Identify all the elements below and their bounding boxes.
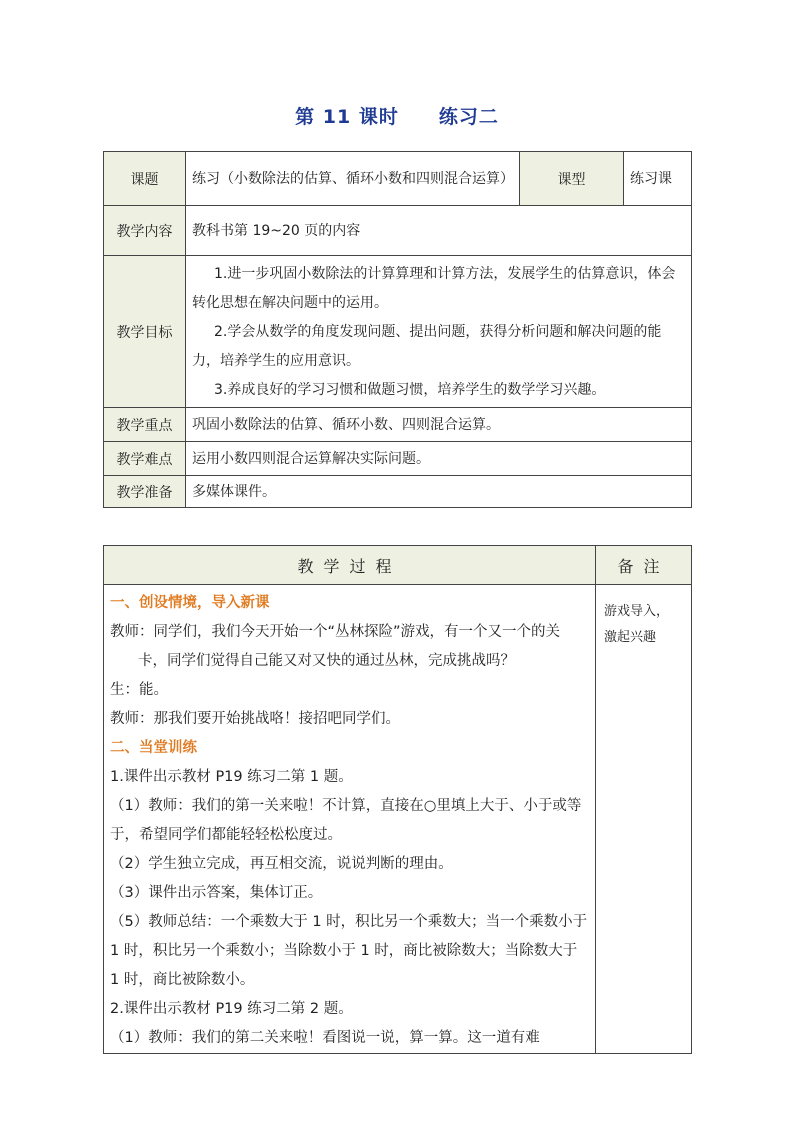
- process-line: （5）教师总结：一个乘数大于 1 时，积比另一个乘数大；当一个乘数小于 1 时，积比另一个乘数小；当除数小于 1 时，商比被除数大；当除数大于 1 时，商比被除数小。: [110, 914, 588, 988]
- process-line: 生：能。: [110, 682, 168, 698]
- process-line: 2.课件出示教材 P19 练习二第 2 题。: [110, 1001, 353, 1017]
- process-body: [104, 585, 596, 1054]
- difficulty-label: 教学难点: [104, 442, 186, 476]
- process-line: 教师：同学们，我们今天开始一个“丛林探险”游戏，有一个又一个的关卡，同学们觉得自己能又对又快的通过丛林，完成挑战吗？: [110, 624, 561, 669]
- process-line: （1）教师：我们的第二关来啦！看图说一说，算一算。这一道有难: [110, 1030, 540, 1046]
- process-line: （3）课件出示答案，集体订正。: [110, 885, 323, 901]
- lesson-name: 练习二: [438, 106, 499, 128]
- process-line: 1.课件出示教材 P19 练习二第 1 题。: [110, 769, 353, 785]
- goals-list: [186, 256, 692, 408]
- difficulty-value: 运用小数四则混合运算解决实际问题。: [186, 442, 692, 476]
- process-line: （2）学生独立完成，再互相交流，说说判断的理由。: [110, 856, 453, 872]
- page-title: [0, 102, 794, 129]
- focus-label: 教学重点: [104, 408, 186, 442]
- section-heading: 二、当堂训练: [110, 740, 197, 756]
- topic-label: 课题: [104, 152, 186, 206]
- teaching-process-table: [103, 545, 692, 1054]
- lesson-number: 第 11 课时: [295, 106, 399, 128]
- prep-label: 教学准备: [104, 476, 186, 508]
- content-value: 教科书第 19~20 页的内容: [186, 206, 692, 256]
- notes-header: 备注: [596, 546, 692, 585]
- goal-item: 3.养成良好的学习习惯和做题习惯，培养学生的数学学习兴趣。: [214, 382, 606, 398]
- lesson-info-table: [103, 151, 692, 508]
- goal-item: 1.进一步巩固小数除法的计算算理和计算方法，发展学生的估算意识，体会转化思想在解决问题中的运用。: [192, 266, 676, 311]
- note-line: 激起兴趣: [604, 630, 657, 645]
- prep-value: 多媒体课件。: [186, 476, 692, 508]
- topic-value: 练习（小数除法的估算、循环小数和四则混合运算）: [186, 152, 520, 206]
- goals-label: 教学目标: [104, 256, 186, 408]
- process-header: 教学过程: [104, 546, 596, 585]
- notes-column: [596, 585, 692, 1054]
- content-label: 教学内容: [104, 206, 186, 256]
- process-line: 教师：那我们要开始挑战咯！接招吧同学们。: [110, 711, 400, 727]
- type-value: 练习课: [624, 152, 692, 206]
- type-label: 课型: [520, 152, 624, 206]
- section-heading: 一、创设情境，导入新课: [110, 595, 270, 611]
- goal-item: 2.学会从数学的角度发现问题、提出问题，获得分析问题和解决问题的能力，培养学生的应用意识。: [192, 324, 662, 369]
- process-line: （1）教师：我们的第一关来啦！不计算，直接在○里填上大于、小于或等于，希望同学们都能轻轻松松度过。: [110, 798, 582, 843]
- focus-value: 巩固小数除法的估算、循环小数、四则混合运算。: [186, 408, 692, 442]
- note-line: 游戏导入，: [604, 604, 670, 619]
